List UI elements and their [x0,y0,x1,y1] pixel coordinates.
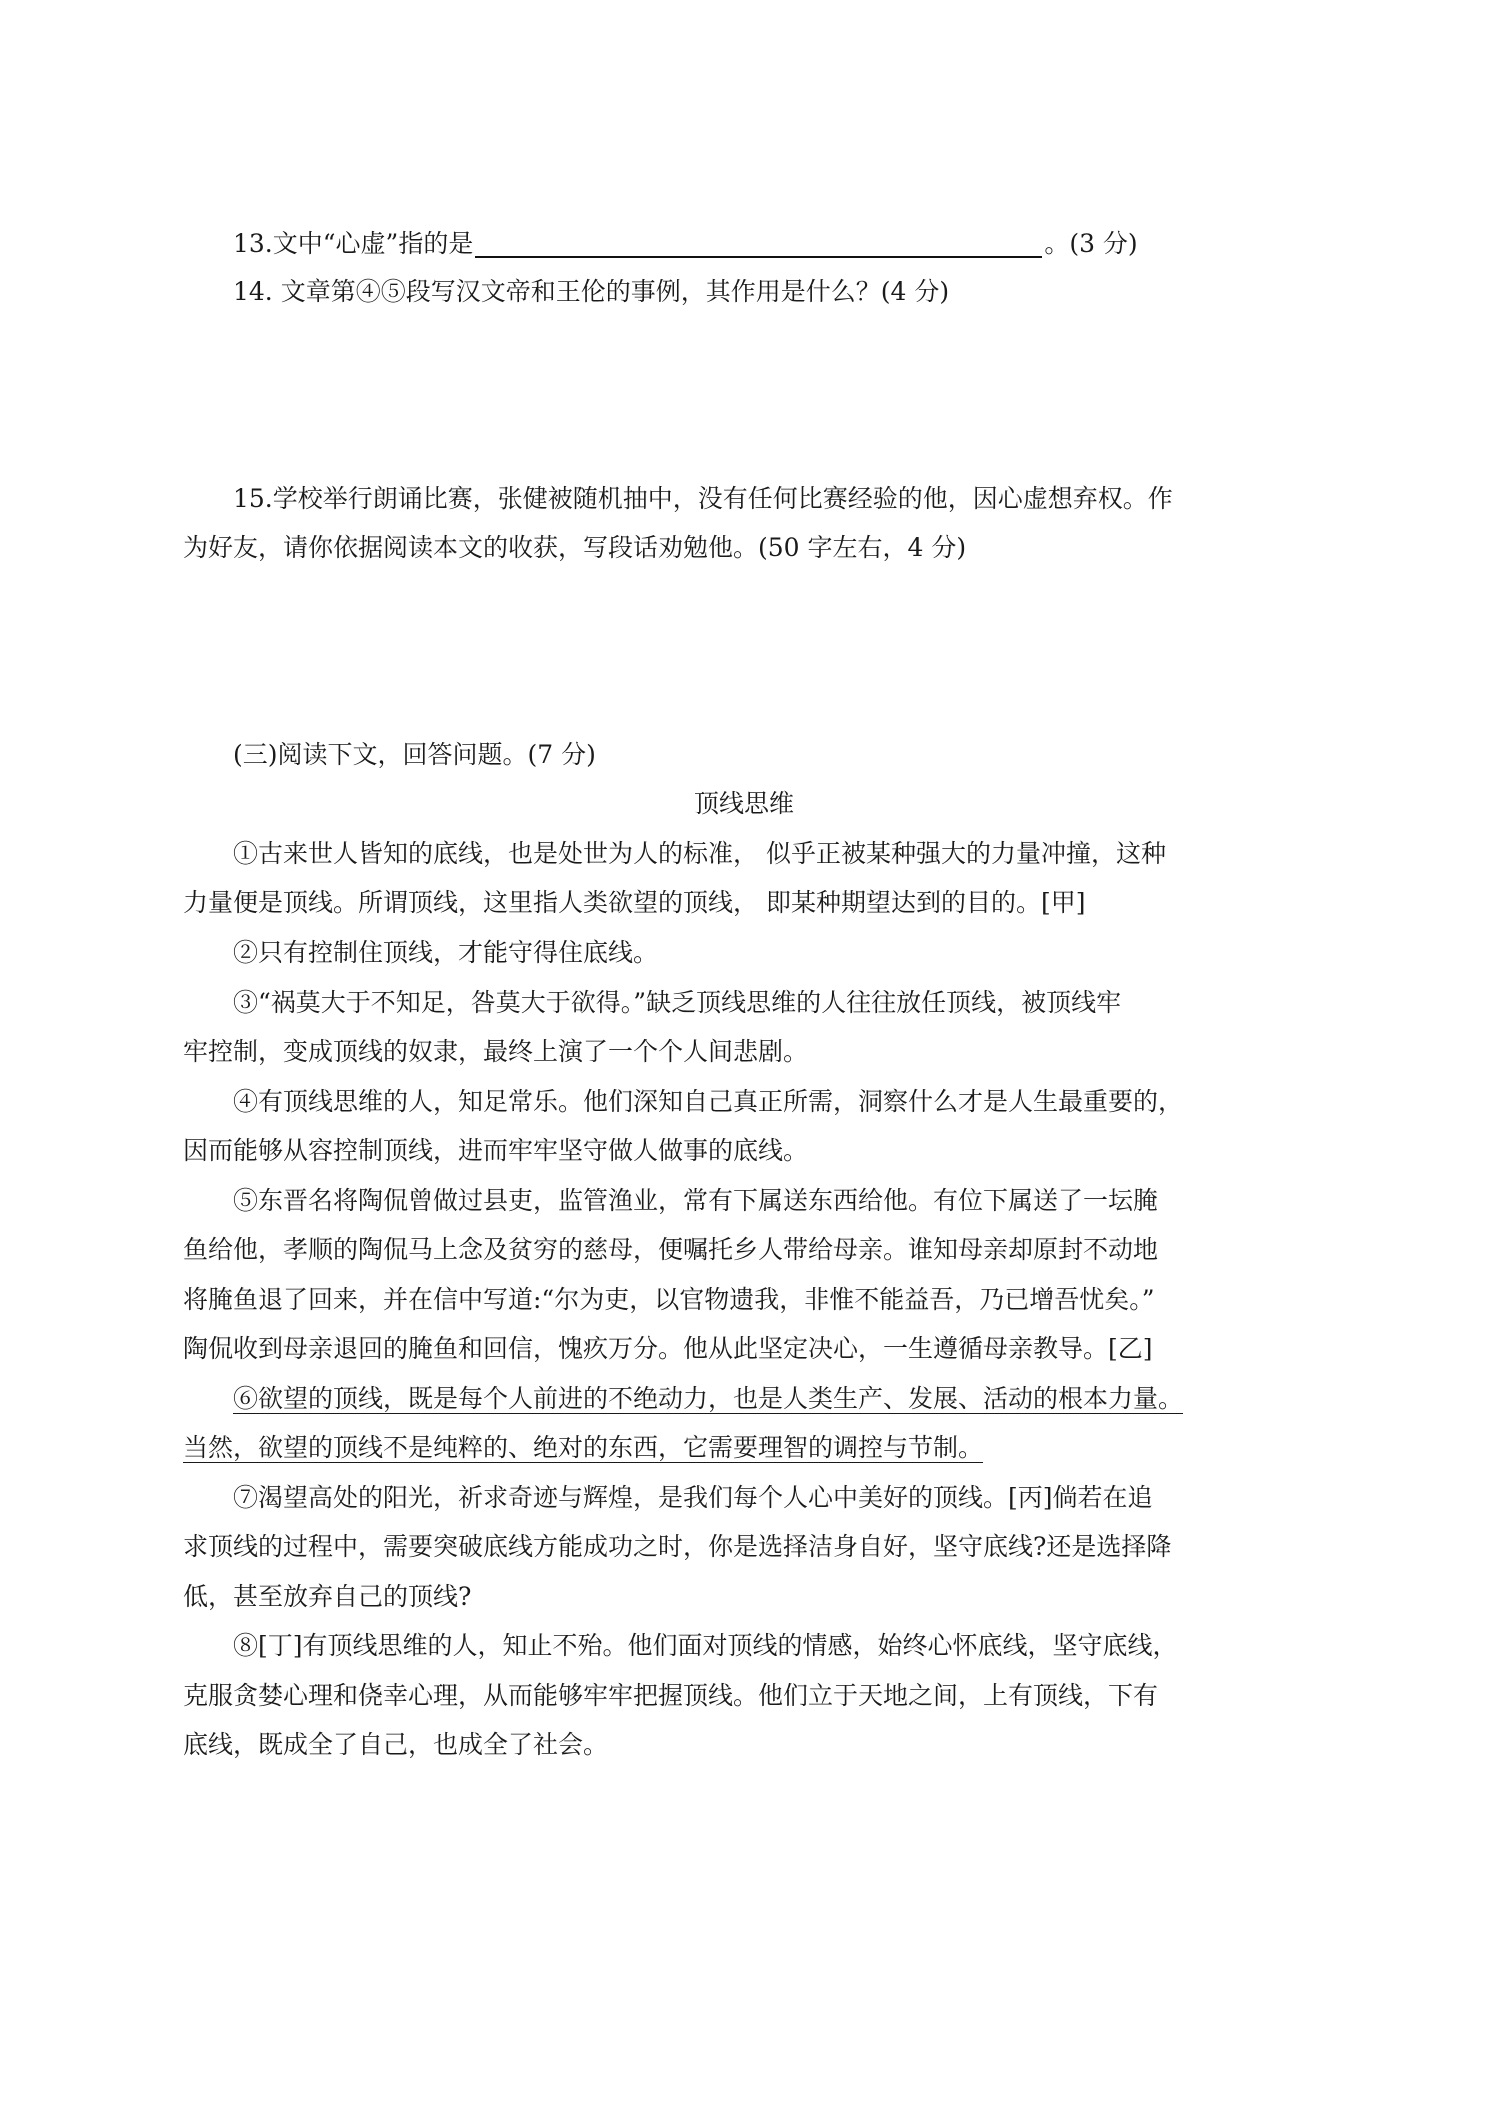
paragraph-7-line-1: ⑦渴望高处的阳光，祈求奇迹与辉煌，是我们每个人心中美好的顶线。[丙]倘若在追 [233,1483,1153,1512]
question-13-text: 13.文中“心虚”指的是 [233,229,474,258]
question-15-line-1: 15.学校举行朗诵比赛，张健被随机抽中，没有任何比赛经验的他，因心虚想弃权。作 [233,484,1173,513]
paragraph-7-line-3: 低，甚至放弃自己的顶线? [183,1582,472,1611]
paragraph-5-line-4: 陶侃收到母亲退回的腌鱼和回信，愧疚万分。他从此坚定决心，一生遵循母亲教导。[乙] [183,1334,1153,1363]
paragraph-5-line-1: ⑤东晋名将陶侃曾做过县吏，监管渔业，常有下属送东西给他。有位下属送了一坛腌 [233,1186,1159,1215]
paragraph-3-line-1: ③“祸莫大于不知足，咎莫大于欲得。”缺乏顶线思维的人往往放任顶线，被顶线牢 [233,988,1122,1017]
paragraph-5-line-2: 鱼给他，孝顺的陶侃马上念及贫穷的慈母，便嘱托乡人带给母亲。谁知母亲却原封不动地 [183,1235,1159,1264]
question-15-line-2: 为好友，请你依据阅读本文的收获，写段话劝勉他。(50 字左右，4 分) [183,533,967,562]
paragraph-8-line-1: ⑧[丁]有顶线思维的人，知止不殆。他们面对顶线的情感，始终心怀底线，坚守底线， [233,1631,1178,1660]
question-13-suffix: 。(3 分) [1044,229,1138,258]
article-title: 顶线思维 [693,789,794,818]
paragraph-4-line-1: ④有顶线思维的人，知足常乐。他们深知自己真正所需，洞察什么才是人生最重要的， [233,1087,1184,1116]
paragraph-5-line-3: 将腌鱼退了回来，并在信中写道:“尔为吏，以官物遗我，非惟不能益吾，乃已增吾忧矣。” [183,1285,1155,1314]
paragraph-2: ②只有控制住顶线，才能守得住底线。 [233,938,659,967]
section-3-heading: (三)阅读下文，回答问题。(7 分) [233,740,596,769]
answer-blank-13[interactable] [475,230,1042,258]
question-14: 14. 文章第④⑤段写汉文帝和王伦的事例，其作用是什么？(4 分) [233,277,950,306]
paragraph-8-line-2: 克服贪婪心理和侥幸心理，从而能够牢牢把握顶线。他们立于天地之间，上有顶线，下有 [183,1681,1159,1710]
paragraph-3-line-2: 牢控制，变成顶线的奴隶，最终上演了一个个人间悲剧。 [183,1037,809,1066]
paragraph-1-line-1: ①古来世人皆知的底线，也是处世为人的标准， 似乎正被某种强大的力量冲撞，这种 [233,839,1166,868]
paragraph-6-line-2: 当然，欲望的顶线不是纯粹的、绝对的东西，它需要理智的调控与节制。 [183,1433,984,1462]
paragraph-1-line-2: 力量便是顶线。所谓顶线，这里指人类欲望的顶线， 即某种期望达到的目的。[甲] [183,888,1086,917]
paragraph-8-line-3: 底线，既成全了自己，也成全了社会。 [183,1730,609,1759]
paragraph-6-line-1: ⑥欲望的顶线，既是每个人前进的不绝动力，也是人类生产、发展、活动的根本力量。 [233,1384,1184,1413]
paragraph-4-line-2: 因而能够从容控制顶线，进而牢牢坚守做人做事的底线。 [183,1136,809,1165]
paragraph-7-line-2: 求顶线的过程中，需要突破底线方能成功之时，你是选择洁身自好，坚守底线?还是选择降 [183,1532,1172,1561]
question-13 [233,226,1138,262]
